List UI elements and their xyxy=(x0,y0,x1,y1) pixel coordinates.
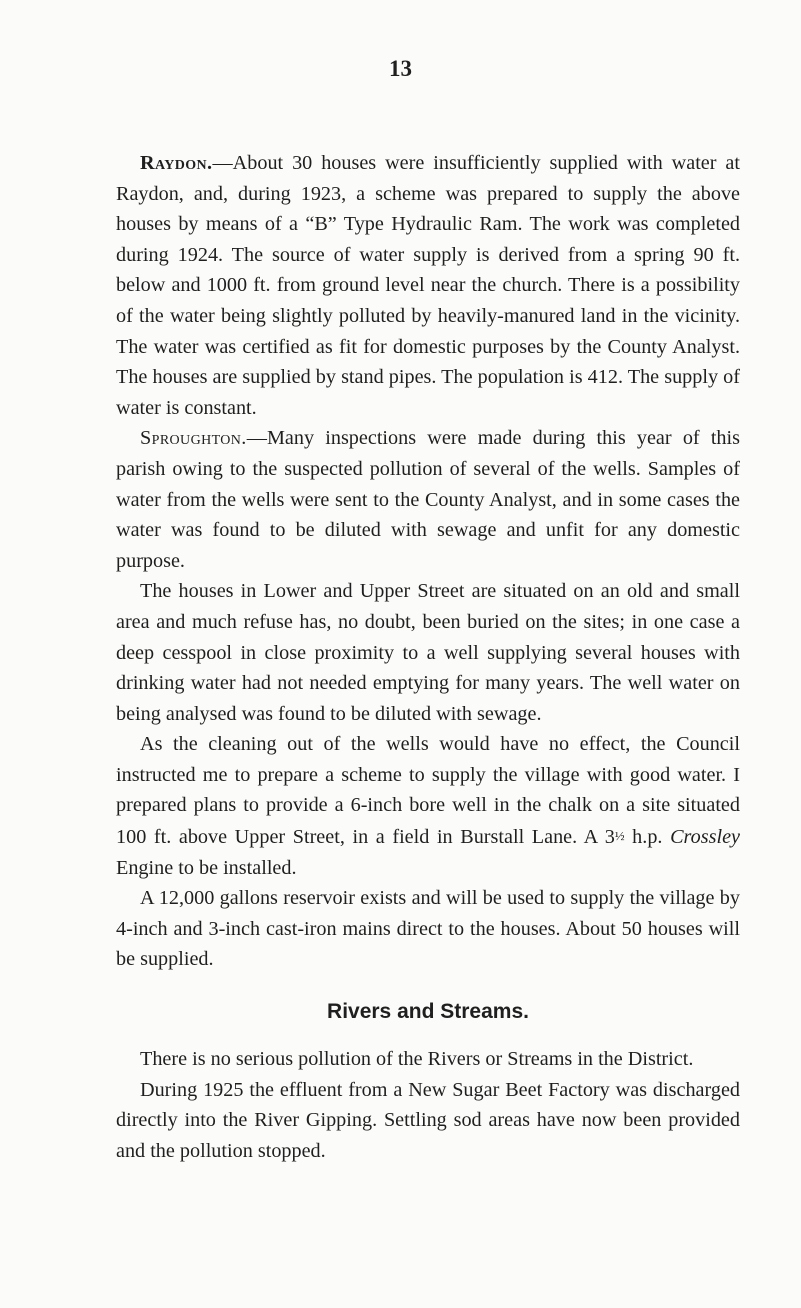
rivers-paragraph-2: During 1925 the effluent from a New Sugar Beet Factory was discharged directly into the River Gipping. Settling sod areas have now been provided and the pollution stopped. xyxy=(116,1078,740,1162)
raydon-paragraph xyxy=(116,148,740,423)
horsepower-unit: h.p. xyxy=(624,826,671,849)
sproughton-paragraph-1 xyxy=(116,423,740,576)
sproughton-text-3b: Engine to be installed. xyxy=(116,856,297,879)
engine-name: Crossley xyxy=(670,826,740,849)
sproughton-heading: Sproughton. xyxy=(140,427,247,450)
rivers-heading: Rivers and Streams. xyxy=(327,1000,529,1024)
sproughton-text-1: —Many inspections were made during this year of this parish owing to the suspected pollution of several of the wells. Samples of water from the wells were sent to the County Analyst, and in some cases the water was found to be diluted with sewage and unfit for any domestic purpose. xyxy=(116,427,740,572)
page-number: 13 xyxy=(389,56,412,81)
page-body xyxy=(116,148,740,1166)
sproughton-paragraph-2: The houses in Lower and Upper Street are situated on an old and small area and much refuse has, no doubt, been buried on the sites; in one case a deep cesspool in close proximity to a well supplying several houses with drinking water had not needed emptying for many years. The well water on being analysed was found to be diluted with sewage. xyxy=(116,580,740,725)
fraction-half: ½ xyxy=(614,828,625,844)
raydon-text: —About 30 houses were insufficiently supplied with water at Raydon, and, during 1923, a scheme was prepared to supply the above houses by means of a “B” Type Hydraulic Ram. The work was completed during 1924. The source of water supply is derived from a spring 90 ft. below and 1000 ft. from ground level near the church. There is a possibility of the water being slightly polluted by heavily-manured land in the vicinity. The water was certified as fit for domestic purposes by the County Analyst. The houses are supplied by stand pipes. The population is 412. The supply of water is constant. xyxy=(116,152,740,419)
rivers-paragraph-1: There is no serious pollution of the Rivers or Streams in the District. xyxy=(140,1048,694,1071)
sproughton-paragraph-4: A 12,000 gallons reservoir exists and will be used to supply the village by 4-inch and 3-inch cast-iron mains direct to the houses. About 50 houses will be supplied. xyxy=(116,887,740,971)
sproughton-paragraph-3 xyxy=(116,729,740,883)
sproughton-text-3a: As the cleaning out of the wells would have no effect, the Council instructed me to prepare a scheme to supply the village with good water. I prepared plans to provide a 6-inch bore well in the chalk on a site situated 100 ft. above Upper Street, in a field in Burstall Lane. A 3 xyxy=(116,733,740,849)
raydon-heading: Raydon. xyxy=(140,152,213,174)
